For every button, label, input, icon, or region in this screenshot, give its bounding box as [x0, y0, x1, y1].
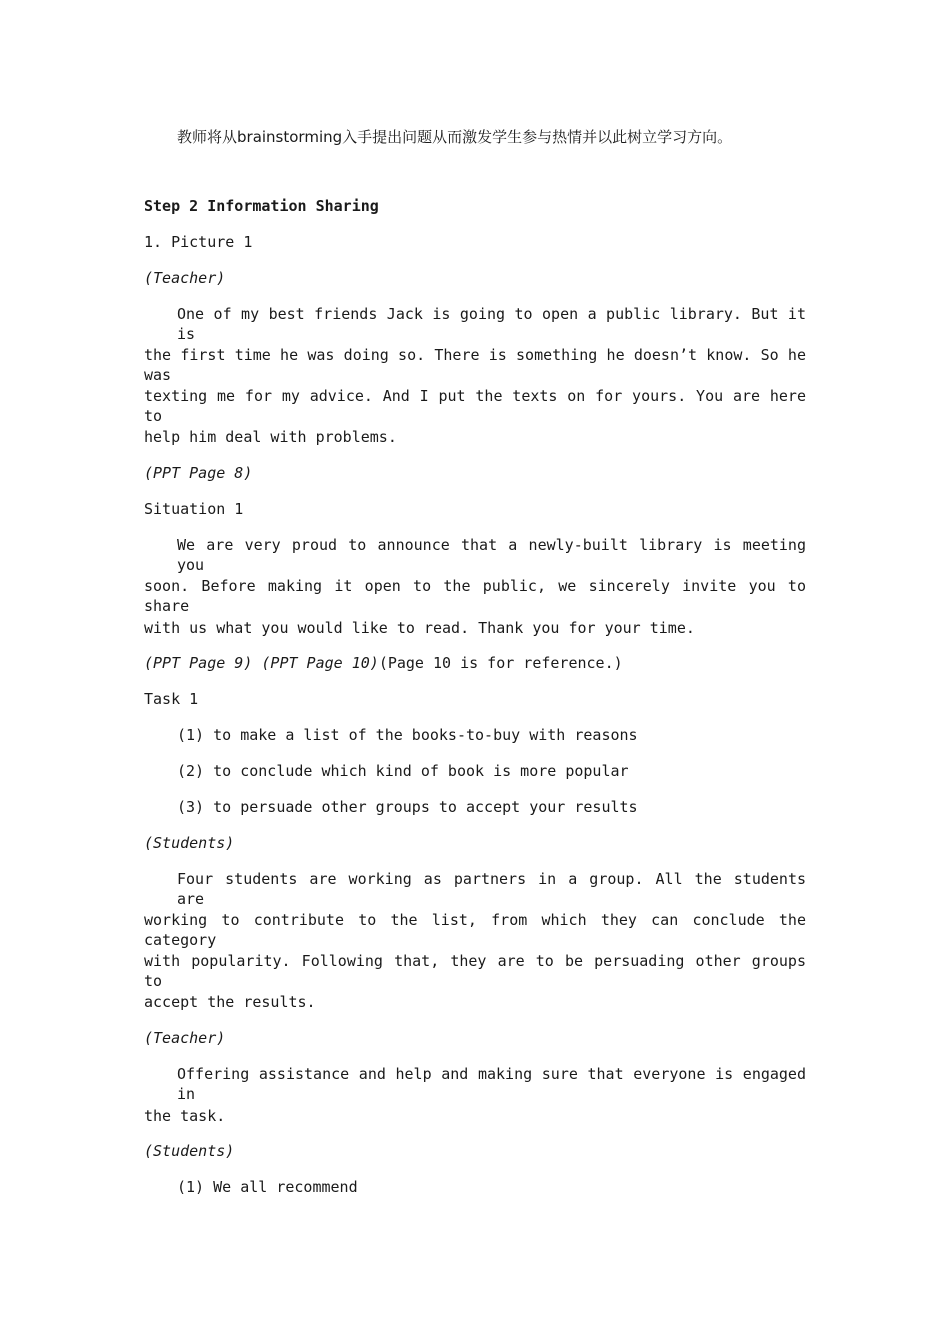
- students-para-line: working to contribute to the list, from which they can conclude the category: [144, 911, 806, 949]
- ppt-pages-label: (PPT Page 9) (PPT Page 10): [144, 654, 379, 672]
- situation-para-line: soon. Before making it open to the public, we sincerely invite you to share: [144, 577, 806, 615]
- situation1-label: Situation 1: [144, 500, 244, 518]
- picture1-label: 1. Picture 1: [144, 233, 253, 251]
- step2-heading: Step 2 Information Sharing: [144, 197, 379, 215]
- teacher-para-line: the first time he was doing so. There is something he doesn’t know. So he was: [144, 346, 806, 384]
- task-item: (1) to make a list of the books-to-buy with reasons: [177, 726, 638, 744]
- role-students-label: (Students): [144, 834, 235, 852]
- task-item: (2) to conclude which kind of book is more popular: [177, 762, 629, 780]
- teacher-para-line: help him deal with problems.: [144, 428, 397, 446]
- role-teacher-label: (Teacher): [144, 269, 226, 287]
- task1-label: Task 1: [144, 690, 199, 708]
- role-teacher-label: (Teacher): [144, 1029, 226, 1047]
- ppt-page-8-label: (PPT Page 8): [144, 464, 253, 482]
- intro-line: 教师将从brainstorming入手提出问题从而激发学生参与热情并以此树立学习方向。: [177, 128, 733, 146]
- situation-para-line: We are very proud to announce that a newly-built library is meeting you: [177, 536, 806, 574]
- students-item: (1) We all recommend: [177, 1178, 358, 1196]
- students-para-line: Four students are working as partners in a group. All the students are: [177, 870, 806, 908]
- ppt-reference-note: (Page 10 is for reference.): [378, 654, 623, 672]
- ppt-references: [144, 653, 806, 673]
- students-para-line: accept the results.: [144, 993, 316, 1011]
- teacher-para-line: Offering assistance and help and making sure that everyone is engaged in: [177, 1065, 806, 1103]
- situation-para-line: with us what you would like to read. Thank you for your time.: [144, 619, 695, 637]
- task-item: (3) to persuade other groups to accept your results: [177, 798, 638, 816]
- teacher-para-line: One of my best friends Jack is going to open a public library. But it is: [177, 305, 806, 343]
- students-para-line: with popularity. Following that, they are to be persuading other groups to: [144, 952, 806, 990]
- role-students-label: (Students): [144, 1142, 235, 1160]
- teacher-para-line: texting me for my advice. And I put the texts on for yours. You are here to: [144, 387, 806, 425]
- teacher-para-line: the task.: [144, 1107, 226, 1125]
